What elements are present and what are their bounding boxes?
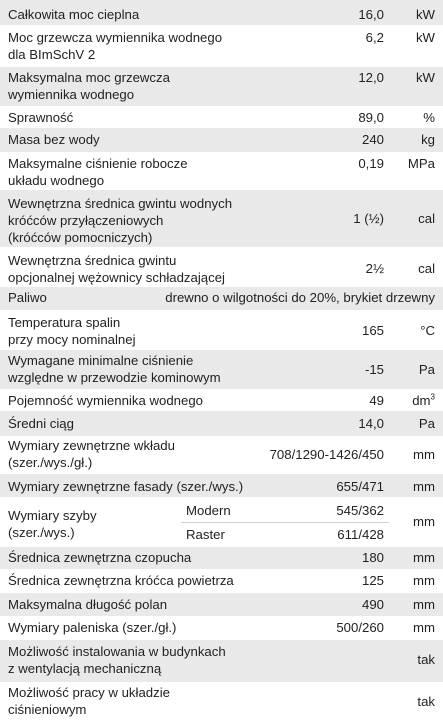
spec-label: Średnica zewnętrzna czopucha (8, 550, 192, 565)
spec-unit-text: mm (413, 479, 435, 494)
spec-row-srednica-zewnetrzna-czopucha (0, 547, 443, 569)
spec-unit-text: mm (413, 514, 435, 529)
spec-label: Wymiary paleniska (szer./gł.) (8, 620, 177, 635)
spec-label: układu wodnego (8, 173, 105, 188)
spec-value: 2½ (365, 261, 384, 276)
spec-unit-text: Pa (418, 362, 435, 377)
spec-unit (413, 596, 435, 613)
spec-unit-text: mm (413, 447, 435, 462)
spec-unit (417, 651, 435, 668)
spec-unit (418, 210, 435, 227)
spec-unit (413, 478, 435, 495)
spec-row-temperatura-spalin (0, 310, 443, 350)
spec-row-sredni-ciag (0, 411, 443, 436)
spec-label: Możliwość pracy w układzie (8, 685, 170, 700)
spec-label: Wewnętrzna średnica gwintu (8, 253, 177, 268)
spec-label: Maksymalna długość polan (8, 597, 168, 612)
spec-unit-text: Pa (418, 416, 435, 431)
spec-unit (419, 415, 435, 432)
spec-unit-superscript: 3 (430, 392, 435, 402)
spec-value: 500/260 (336, 620, 384, 635)
spec-unit-text: cal (418, 211, 435, 226)
spec-label: Średnica zewnętrzna króćca powietrza (8, 573, 234, 588)
spec-unit (413, 549, 435, 566)
spec-label: (szer./wys./gł.) (8, 455, 93, 470)
spec-row-masa-bez-wody (0, 128, 443, 152)
spec-unit (416, 29, 435, 46)
sub-divider (181, 522, 389, 523)
spec-unit (416, 6, 435, 23)
spec-value: 16,0 (358, 7, 384, 22)
spec-unit (421, 131, 435, 148)
spec-label: Masa bez wody (8, 132, 100, 147)
spec-unit (413, 572, 435, 589)
spec-label: Sprawność (8, 110, 74, 125)
spec-value: 655/471 (336, 479, 384, 494)
spec-unit-text: mm (413, 597, 435, 612)
spec-row-moc-grzewcza-wymiennika-wodnego (0, 25, 443, 67)
spec-unit-text: mm (413, 550, 435, 565)
spec-label: ciśnieniowym (8, 702, 87, 717)
spec-label: przy mocy nominalnej (8, 332, 136, 347)
spec-value: 125 (361, 573, 384, 588)
glass-variant-name: Modern (186, 503, 231, 518)
spec-unit-text: kW (415, 30, 435, 45)
spec-label: Temperatura spalin (8, 315, 121, 330)
spec-row-mozliwosc-pracy-w-ukladzie (0, 682, 443, 721)
spec-value: 1 (½) (353, 211, 384, 226)
spec-label: króćców przyłączeniowych (8, 213, 164, 228)
spec-value: 0,19 (358, 156, 384, 171)
spec-row-mozliwosc-instalowania-w-budynkach (0, 640, 443, 682)
spec-unit (408, 155, 435, 172)
spec-unit (412, 392, 435, 409)
spec-value: 6,2 (365, 30, 384, 45)
spec-label: Średni ciąg (8, 416, 74, 431)
spec-value: 490 (361, 597, 384, 612)
spec-row-wymiary-paleniska-szer-gl (0, 616, 443, 640)
spec-label: Wymiary zewnętrzne wkładu (8, 438, 175, 453)
spec-label: dla BImSchV 2 (8, 47, 96, 62)
spec-unit-text: % (423, 110, 435, 125)
glass-variant-value: 611/428 (337, 527, 384, 542)
spec-row-maksymalne-cisnienie-robocze (0, 152, 443, 190)
spec-row-paliwo (0, 287, 443, 310)
spec-unit (417, 693, 435, 710)
spec-unit-text: cal (418, 261, 435, 276)
spec-row-wymiary-szyby (0, 497, 443, 547)
spec-label: z wentylacją mechaniczną (8, 661, 162, 676)
spec-unit-text: tak (417, 694, 435, 709)
spec-unit-text: °C (420, 323, 435, 338)
spec-unit (413, 619, 435, 636)
spec-value: 240 (361, 132, 384, 147)
spec-value: drewno o wilgotności do 20%, brykiet drzewny (165, 290, 435, 305)
spec-row-maksymalna-dlugosc-polan (0, 593, 443, 616)
spec-label: Całkowita moc cieplna (8, 7, 140, 22)
spec-unit (413, 446, 435, 463)
spec-unit-text: MPa (407, 156, 435, 171)
spec-row-wymiary-zewnetrzne-wkladu (0, 436, 443, 474)
spec-unit-text: tak (417, 652, 435, 667)
spec-label: Wymagane minimalne ciśnienie (8, 353, 194, 368)
spec-label: (króćców pomocniczych) (8, 230, 153, 245)
spec-unit-text: dm (412, 393, 431, 408)
spec-label: Możliwość instalowania w budynkach (8, 644, 226, 659)
spec-value: 89,0 (358, 110, 384, 125)
spec-label: Wymiary zewnętrzne fasady (szer./wys.) (8, 479, 244, 494)
spec-label: (szer./wys.) (8, 525, 75, 540)
spec-row-maksymalna-moc-grzewcza (0, 67, 443, 106)
spec-row-pojemnosc-wymiennika-wodnego (0, 389, 443, 411)
spec-label: Moc grzewcza wymiennika wodnego (8, 30, 223, 45)
spec-label: względne w przewodzie kominowym (8, 370, 221, 385)
spec-row-wewnetrzna-srednica-gwintu-wodnych (0, 190, 443, 247)
spec-unit (418, 260, 435, 277)
spec-label: wymiennika wodnego (8, 87, 135, 102)
spec-value: 12,0 (358, 70, 384, 85)
spec-unit (423, 109, 435, 126)
spec-row-sprawnosc (0, 106, 443, 128)
spec-label: opcjonalnej wężownicy schładzającej (8, 270, 225, 285)
spec-unit (419, 361, 435, 378)
spec-label: Maksymalne ciśnienie robocze (8, 156, 188, 171)
spec-unit-text: mm (413, 620, 435, 635)
spec-row-calkowita-moc-cieplna (0, 0, 443, 25)
spec-unit-text: mm (413, 573, 435, 588)
spec-unit (416, 69, 435, 86)
spec-row-wewnetrzna-srednica-gwintu (0, 247, 443, 287)
spec-unit (413, 513, 435, 530)
glass-variant-value: 545/362 (336, 503, 384, 518)
glass-variant-name: Raster (186, 527, 225, 542)
spec-unit-text: kW (415, 7, 435, 22)
spec-label: Paliwo (8, 290, 47, 305)
spec-label: Wewnętrzna średnica gwintu wodnych (8, 196, 233, 211)
spec-row-srednica-zewnetrzna-krocca-powietrza (0, 569, 443, 593)
spec-value: 165 (361, 323, 384, 338)
spec-label: Pojemność wymiennika wodnego (8, 393, 203, 408)
spec-row-wymagane-minimalne-cisnienie (0, 350, 443, 389)
spec-label: Wymiary szyby (8, 508, 97, 523)
spec-value: 180 (361, 550, 384, 565)
spec-value: 49 (369, 393, 384, 408)
spec-value: -15 (364, 362, 384, 377)
spec-label: Maksymalna moc grzewcza (8, 70, 170, 85)
spec-value: 708/1290-1426/450 (269, 447, 384, 462)
spec-unit-text: kW (415, 70, 435, 85)
spec-row-wymiary-zewnetrzne-fasady-szer-wys (0, 474, 443, 497)
spec-value: 14,0 (358, 416, 384, 431)
spec-unit-text: kg (421, 132, 435, 147)
spec-unit (420, 322, 435, 339)
